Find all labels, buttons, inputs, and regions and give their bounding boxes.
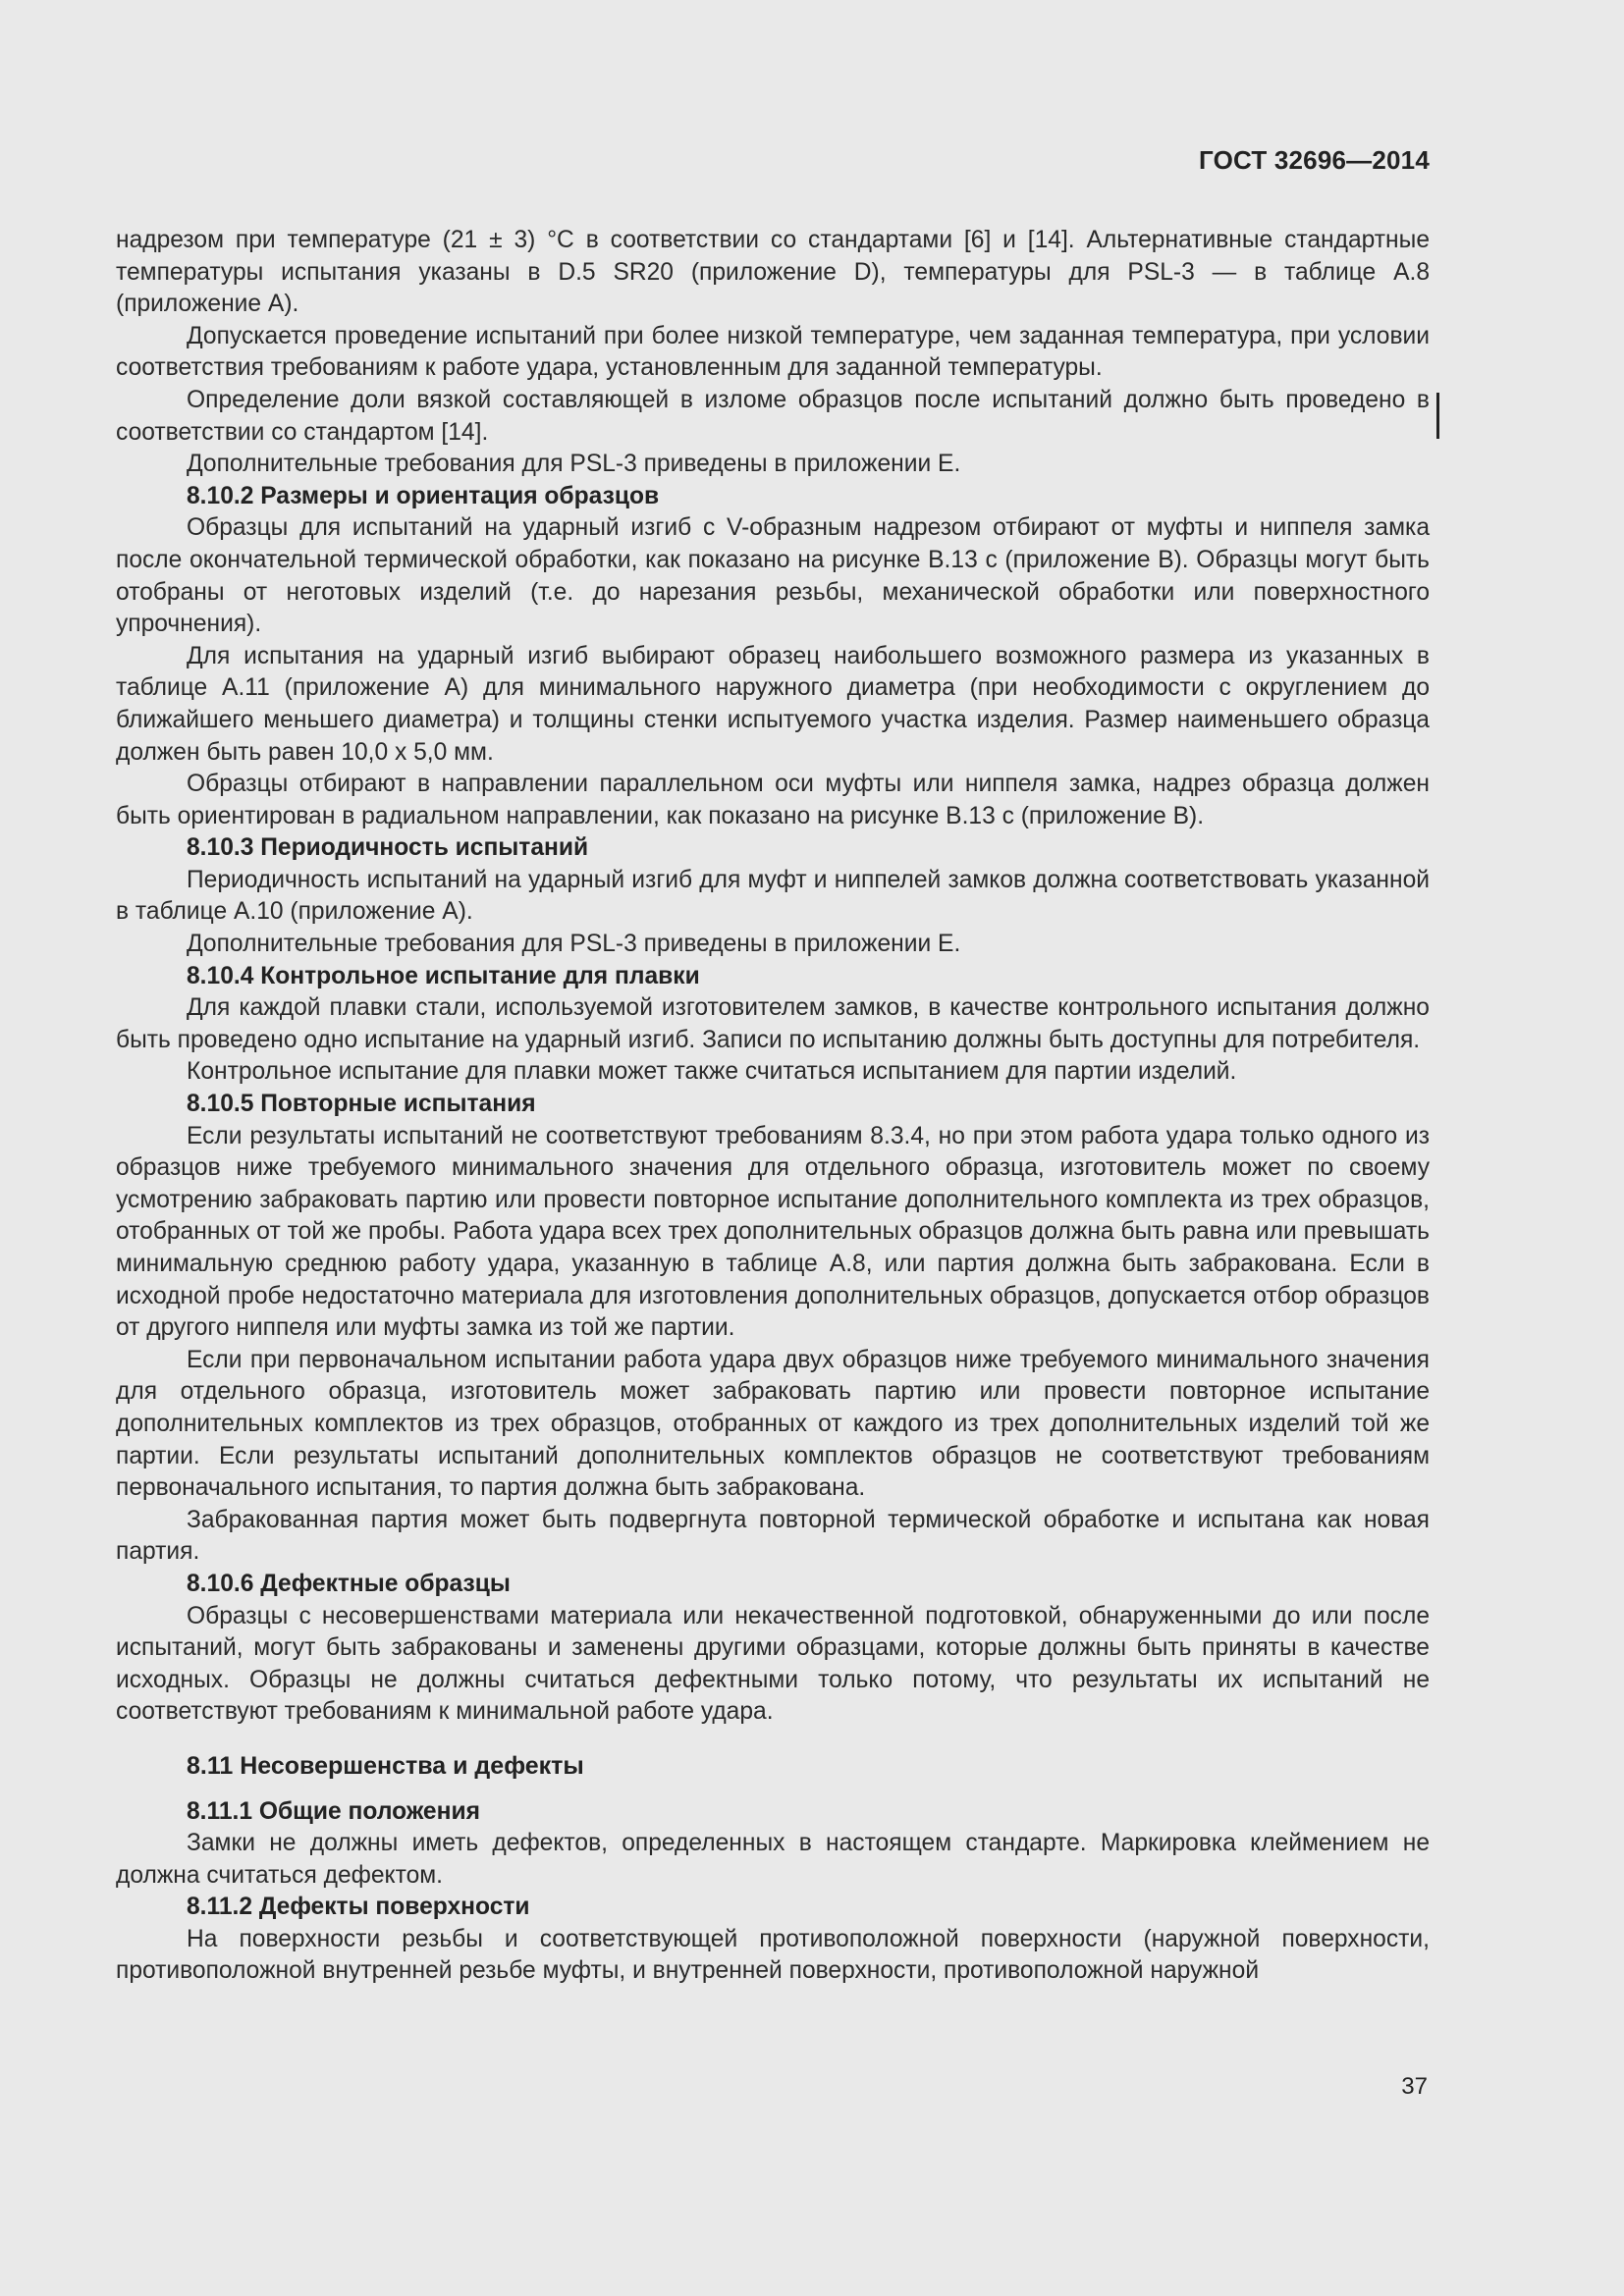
body-paragraph: Контрольное испытание для плавки может также считаться испытанием для партии изделий.	[187, 1058, 1237, 1086]
section-heading-8-10-4: 8.10.4 Контрольное испытание для плавки	[187, 962, 700, 989]
section-heading-8-10-5: 8.10.5 Повторные испытания	[187, 1091, 536, 1118]
body-paragraph: Если результаты испытаний не соответствуют требованиям 8.3.4, но при этом работа удара только одного из образцов ниже требуемого минимального значения для отдельного образца, изготовитель может по своему усмотрению забраковать партию или провести повторное испытание дополнительного комплекта из трех образцов, отобранных от той же пробы. Работа удара всех трех дополнительных образцов должна быть равна или превышать минимальную среднюю работу удара, указанную в таблице А.8, или партия должна быть забракована. Если в исходной пробе недостаточно материала для изготовления дополнительных образцов, допускается отбор образцов от другого ниппеля или муфты замка из той же партии.	[116, 1122, 1430, 1342]
body-paragraph: Для каждой плавки стали, используемой изготовителем замков, в качестве контрольного испытания должно быть проведено одно испытание на ударный изгиб. Записи по испытанию должны быть доступны для потребителя.	[116, 994, 1430, 1053]
section-heading-8-10-6: 8.10.6 Дефектные образцы	[187, 1570, 511, 1597]
section-heading-8-10-2: 8.10.2 Размеры и ориентация образцов	[187, 482, 660, 509]
page-body	[116, 225, 1430, 1988]
page-number: 37	[1401, 2073, 1428, 2100]
body-paragraph: Дополнительные требования для PSL-3 приведены в приложении Е.	[187, 931, 961, 958]
body-paragraph: Забракованная партия может быть подвергнута повторной термической обработке и испытана как новая партия.	[116, 1506, 1430, 1566]
body-paragraph: На поверхности резьбы и соответствующей противоположной поверхности (наружной поверхности, противоположной внутренней резьбе муфты, и внутренней поверхности, противоположной наружной	[116, 1925, 1430, 1985]
body-paragraph: Для испытания на ударный изгиб выбирают образец наибольшего возможного размера из указанных в таблице А.11 (приложение А) для минимального наружного диаметра (при необходимости с округлением до ближайшего меньшего диаметра) и толщины стенки испытуемого участка изделия. Размер наименьшего образца должен быть равен 10,0 х 5,0 мм.	[116, 642, 1430, 766]
section-heading-8-11-2: 8.11.2 Дефекты поверхности	[187, 1894, 530, 1921]
body-paragraph: Определение доли вязкой составляющей в изломе образцов после испытаний должно быть проведено в соответствии со стандартом [14].	[116, 386, 1430, 446]
section-heading-8-11-1: 8.11.1 Общие положения	[187, 1797, 480, 1825]
body-paragraph: Образцы с несовершенствами материала или некачественной подготовкой, обнаруженными до или после испытаний, могут быть забракованы и заменены другими образцами, которые должны быть приняты в качестве исходных. Образцы не должны считаться дефектными только потому, что результаты их испытаний не соответствуют требованиям к минимальной работе удара.	[116, 1602, 1430, 1726]
section-heading-8-11: 8.11 Несовершенства и дефекты	[187, 1751, 584, 1780]
body-paragraph: надрезом при температуре (21 ± 3) °С в соответствии со стандартами [6] и [14]. Альтернативные стандартные температуры испытания указаны в D.5 SR20 (приложение D), температуры для PSL-3 — в таблице А.8 (приложение А).	[116, 227, 1430, 318]
body-paragraph: Если при первоначальном испытании работа удара двух образцов ниже требуемого минимального значения для отдельного образца, изготовитель может забраковать партию или провести повторное испытание дополнительных комплектов из трех образцов, отобранных от каждого из трех дополнительных изделий той же партии. Если результаты испытаний дополнительных комплектов образцов не соответствуют требованиям первоначального испытания, то партия должна быть забракована.	[116, 1346, 1430, 1502]
body-paragraph: Замки не должны иметь дефектов, определенных в настоящем стандарте. Маркировка клеймением не должна считаться дефектом.	[116, 1830, 1430, 1889]
body-paragraph: Периодичность испытаний на ударный изгиб для муфт и ниппелей замков должна соответствовать указанной в таблице А.10 (приложение А).	[116, 866, 1430, 926]
section-heading-8-10-3: 8.10.3 Периодичность испытаний	[187, 834, 589, 862]
body-paragraph: Дополнительные требования для PSL-3 приведены в приложении Е.	[187, 451, 961, 478]
change-bar	[1436, 393, 1439, 439]
body-paragraph: Образцы для испытаний на ударный изгиб с V-образным надрезом отбирают от муфты и ниппеля замка после окончательной термической обработки, как показано на рисунке В.13 с (приложение В). Образцы могут быть отобраны от неготовых изделий (т.е. до нарезания резьбы, механической обработки или поверхностного упрочнения).	[116, 514, 1430, 638]
body-paragraph: Образцы отбирают в направлении параллельном оси муфты или ниппеля замка, надрез образца должен быть ориентирован в радиальном направлении, как показано на рисунке В.13 с (приложение В).	[116, 771, 1430, 829]
body-paragraph: Допускается проведение испытаний при более низкой температуре, чем заданная температура, при условии соответствия требованиям к работе удара, установленным для заданной температуры.	[116, 322, 1430, 382]
document-code-header: ГОСТ 32696—2014	[1199, 145, 1430, 175]
